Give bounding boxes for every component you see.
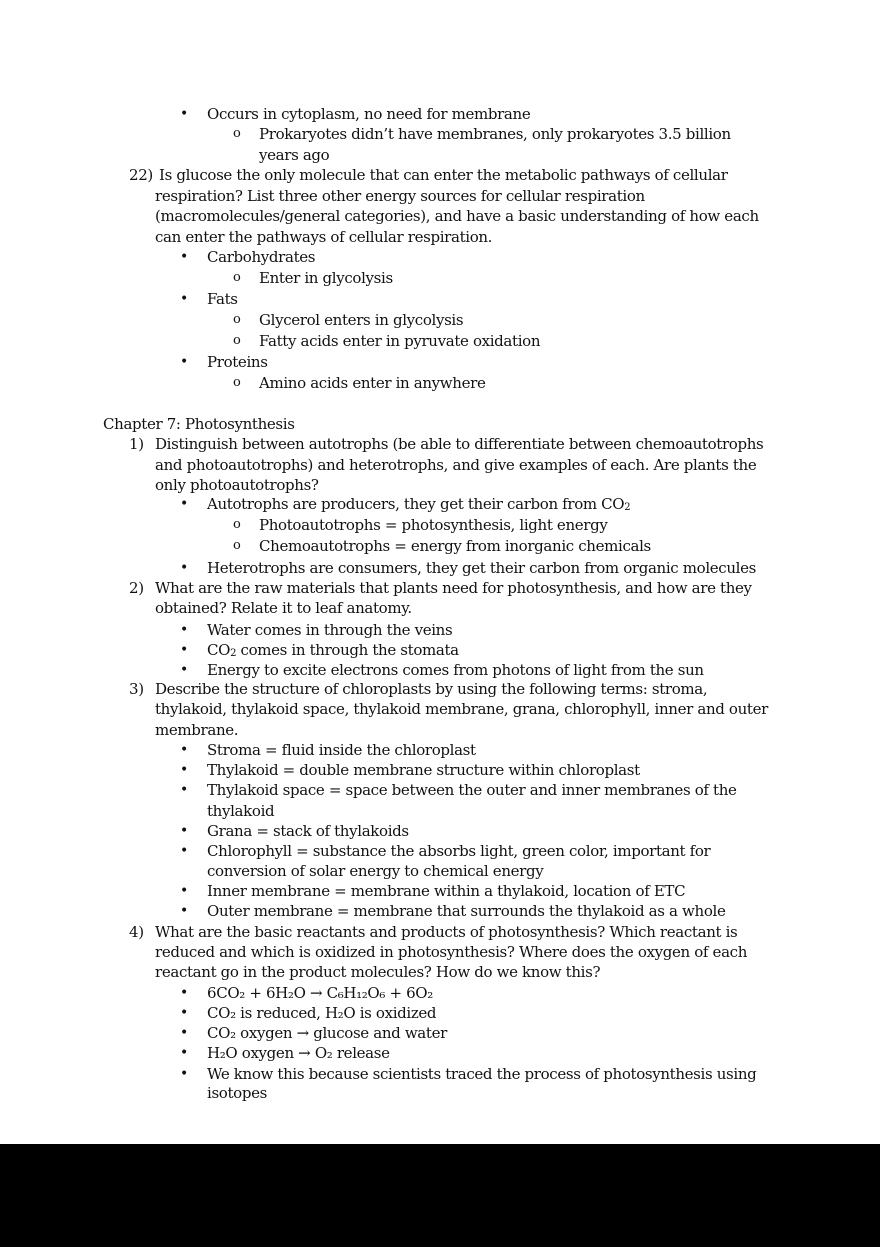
equation: 6CO₂ + 6H₂O → C₆H₁₂O₆ + 6O₂ xyxy=(207,984,433,1002)
question-text: reactant go in the product molecules? How do we know this? xyxy=(155,963,601,981)
list-item: Fats xyxy=(207,290,238,308)
question-text: only photoautotrophs? xyxy=(155,476,319,494)
bullet-icon: • xyxy=(180,560,189,576)
bullet-icon: • xyxy=(180,823,189,839)
question-text: Distinguish between autotrophs (be able to differentiate between chemoautotrophs xyxy=(155,435,764,453)
list-item: thylakoid xyxy=(207,802,275,820)
question-text: What are the basic reactants and products of photosynthesis? Which reactant is xyxy=(155,923,738,941)
sub-bullet-icon: o xyxy=(233,312,241,327)
list-item-text: Autotrophs are producers, they get their carbon from CO xyxy=(207,495,625,513)
viewer-background xyxy=(0,1144,880,1247)
list-item: Grana = stack of thylakoids xyxy=(207,822,409,840)
bullet-icon: • xyxy=(180,1005,189,1021)
question-text: reduced and which is oxidized in photosynthesis? Where does the oxygen of each xyxy=(155,943,748,961)
question-text: Describe the structure of chloroplasts by using the following terms: stroma, xyxy=(155,680,708,698)
subscript: 2 xyxy=(624,502,631,513)
list-item: Outer membrane = membrane that surrounds the thylakoid as a whole xyxy=(207,902,726,920)
question-number: 2) xyxy=(129,579,144,597)
list-item: years ago xyxy=(259,146,330,164)
sub-bullet-icon: o xyxy=(233,517,241,532)
sub-bullet-icon: o xyxy=(233,333,241,348)
chapter-heading: Chapter 7: Photosynthesis xyxy=(103,415,295,433)
bullet-icon: • xyxy=(180,1025,189,1041)
question-text: (macromolecules/general categories), and have a basic understanding of how each xyxy=(155,207,759,225)
list-item: Heterotrophs are consumers, they get their carbon from organic molecules xyxy=(207,559,756,577)
list-item: Prokaryotes didn’t have membranes, only prokaryotes 3.5 billion xyxy=(259,125,731,143)
bullet-icon: • xyxy=(180,1045,189,1061)
bullet-icon: • xyxy=(180,496,189,512)
list-item: Energy to excite electrons comes from photons of light from the sun xyxy=(207,661,704,679)
question-text: can enter the pathways of cellular respiration. xyxy=(155,228,493,246)
list-item-text: comes in through the stomata xyxy=(236,641,459,659)
bullet-icon: • xyxy=(180,762,189,778)
bullet-icon: • xyxy=(180,106,189,122)
list-item: conversion of solar energy to chemical energy xyxy=(207,862,544,880)
list-item: Chlorophyll = substance the absorbs light, green color, important for xyxy=(207,842,711,860)
bullet-icon: • xyxy=(180,843,189,859)
sub-bullet-icon: o xyxy=(233,538,241,553)
bullet-icon: • xyxy=(180,1066,189,1082)
list-item: Thylakoid = double membrane structure within chloroplast xyxy=(207,761,640,779)
question-text: respiration? List three other energy sources for cellular respiration xyxy=(155,187,645,205)
bullet-icon: • xyxy=(180,642,189,658)
subscript: 2 xyxy=(230,648,237,659)
question-text: Is glucose the only molecule that can enter the metabolic pathways of cellular xyxy=(159,166,728,184)
list-item: CO₂ oxygen → glucose and water xyxy=(207,1024,447,1042)
sub-bullet-icon: o xyxy=(233,126,241,141)
list-item: Fatty acids enter in pyruvate oxidation xyxy=(259,332,541,350)
bullet-icon: • xyxy=(180,354,189,370)
list-item: CO₂ is reduced, H₂O is oxidized xyxy=(207,1004,437,1022)
sub-bullet-icon: o xyxy=(233,375,241,390)
list-item: Stroma = fluid inside the chloroplast xyxy=(207,741,476,759)
list-item: Proteins xyxy=(207,353,268,371)
list-item: Inner membrane = membrane within a thylakoid, location of ETC xyxy=(207,882,686,900)
list-item: Photoautotrophs = photosynthesis, light energy xyxy=(259,516,608,534)
question-text: obtained? Relate it to leaf anatomy. xyxy=(155,599,412,617)
bullet-icon: • xyxy=(180,985,189,1001)
question-number: 22) xyxy=(129,166,153,184)
list-item: Glycerol enters in glycolysis xyxy=(259,311,464,329)
list-item: Occurs in cytoplasm, no need for membrane xyxy=(207,105,531,123)
bullet-icon: • xyxy=(180,782,189,798)
list-item: Amino acids enter in anywhere xyxy=(259,374,486,392)
list-item-text: CO xyxy=(207,641,231,659)
question-text: membrane. xyxy=(155,721,239,739)
bullet-icon: • xyxy=(180,903,189,919)
bullet-icon: • xyxy=(180,291,189,307)
list-item: We know this because scientists traced the process of photosynthesis using xyxy=(207,1065,757,1083)
question-text: thylakoid, thylakoid space, thylakoid membrane, grana, chlorophyll, inner and outer xyxy=(155,700,768,718)
list-item: Enter in glycolysis xyxy=(259,269,393,287)
bullet-icon: • xyxy=(180,742,189,758)
question-number: 1) xyxy=(129,435,144,453)
bullet-icon: • xyxy=(180,662,189,678)
list-item: Chemoautotrophs = energy from inorganic chemicals xyxy=(259,537,651,555)
list-item: H₂O oxygen → O₂ release xyxy=(207,1044,390,1062)
question-text: What are the raw materials that plants need for photosynthesis, and how are they xyxy=(155,579,752,597)
bullet-icon: • xyxy=(180,622,189,638)
bullet-icon: • xyxy=(180,249,189,265)
list-item: isotopes xyxy=(207,1084,267,1102)
list-item: Water comes in through the veins xyxy=(207,621,453,639)
list-item: Carbohydrates xyxy=(207,248,316,266)
list-item: Thylakoid space = space between the outer and inner membranes of the xyxy=(207,781,737,799)
sub-bullet-icon: o xyxy=(233,270,241,285)
question-number: 3) xyxy=(129,680,144,698)
question-number: 4) xyxy=(129,923,144,941)
bullet-icon: • xyxy=(180,883,189,899)
question-text: and photoautotrophs) and heterotrophs, and give examples of each. Are plants the xyxy=(155,456,757,474)
